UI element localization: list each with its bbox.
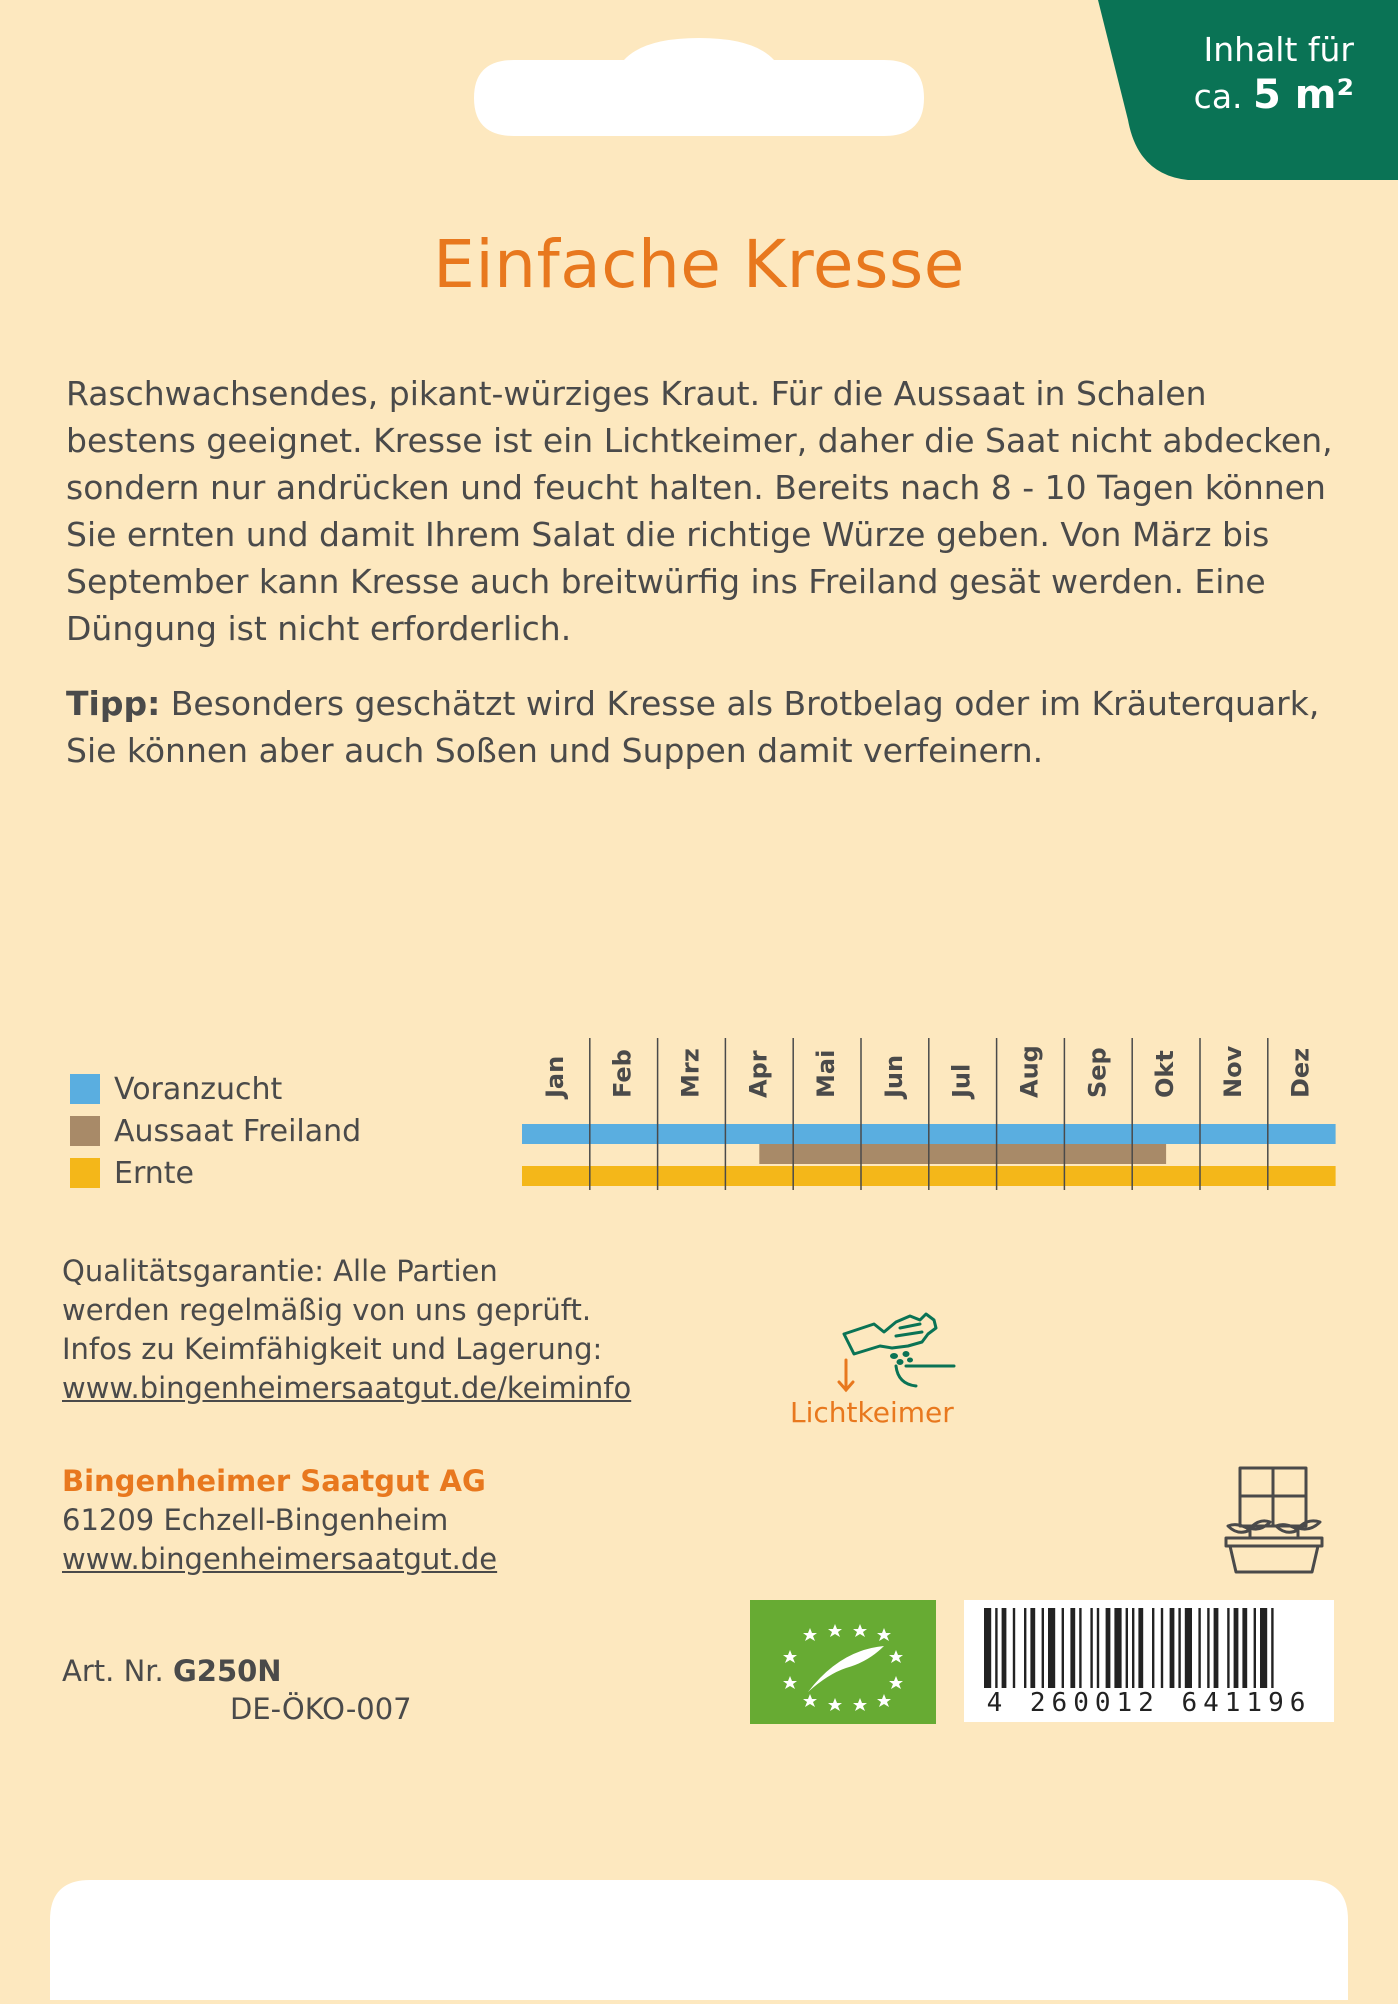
barcode-bar [1013, 1608, 1015, 1688]
barcode [964, 1600, 1334, 1722]
barcode-bar [1062, 1608, 1064, 1688]
barcode-bar [1114, 1608, 1121, 1688]
legend-swatch [70, 1158, 100, 1188]
keiminfo-link[interactable]: www.bingenheimersaatgut.de/keiminfo [62, 1371, 632, 1405]
barcode-bar [1002, 1608, 1007, 1688]
hang-hole [474, 38, 924, 136]
content-badge-text [1194, 28, 1354, 120]
month-label-aug: Aug [1015, 1045, 1044, 1098]
sowing-calendar [522, 1038, 1336, 1194]
barcode-bar [1030, 1608, 1035, 1688]
barcode-bar [1185, 1608, 1192, 1688]
barcode-bar [1042, 1608, 1044, 1688]
legend-label: Ernte [114, 1155, 194, 1191]
barcode-bar [1161, 1608, 1163, 1688]
article-number [62, 1652, 282, 1690]
barcode-bar [1138, 1608, 1143, 1688]
legend-item-voranzucht [70, 1068, 361, 1110]
barcode-bar [1170, 1608, 1175, 1688]
legend-label: Aussaat Freiland [114, 1113, 362, 1149]
barcode-bar [1227, 1608, 1229, 1688]
barcode-bar [1152, 1608, 1154, 1688]
barcode-bar [1207, 1608, 1209, 1688]
eu-organic-leaf-logo [750, 1600, 936, 1724]
product-description: Raschwachsendes, pikant-würziges Kraut. Für die Aussaat in Schalen bestens geeignet. Kresse ist ein Lichtkeimer, daher die Saat nicht abdecken, sondern nur andrücken und feucht halten. Bereits nach 8 - 10 Tagen können Sie ernten und damit Ihrem Salat die richtige Würze geben. Von März bis September kann Kresse auch breitwürfig ins Freiland gesät werden. Eine Düngung ist nicht erforderlich. [66, 374, 1333, 648]
bottom-tab [50, 1880, 1348, 2000]
legend-item-ernte [70, 1152, 361, 1194]
month-label-apr: Apr [744, 1050, 773, 1098]
info-line: werden regelmäßig von uns geprüft. [62, 1293, 592, 1327]
lichtkeimer-label: Lichtkeimer [790, 1396, 954, 1429]
calendar-legend [70, 1068, 361, 1194]
legend-label: Voranzucht [114, 1071, 283, 1107]
barcode-bar [1090, 1608, 1092, 1688]
barcode-bar [1254, 1608, 1256, 1688]
barcode-bar [995, 1608, 997, 1688]
info-line: Qualitätsgarantie: Alle Partien [62, 1254, 498, 1288]
barcode-bar [1048, 1608, 1055, 1688]
month-label-feb: Feb [608, 1049, 637, 1098]
month-label-jun: Jun [879, 1054, 908, 1098]
barcode-bar [1079, 1608, 1081, 1688]
legend-swatch [70, 1116, 100, 1146]
barcode-bar [1178, 1608, 1180, 1688]
barcode-bar [1260, 1608, 1267, 1688]
month-label-mrz: Mrz [676, 1048, 705, 1098]
badge-prefix: ca. [1193, 77, 1243, 116]
calendar-bar-aussaat-freiland [759, 1144, 1166, 1164]
article-code: G250N [172, 1654, 282, 1688]
month-label-jan: Jan [540, 1055, 569, 1098]
company-info [62, 1462, 497, 1579]
badge-value: 5 m² [1253, 72, 1354, 118]
badge-line1: Inhalt für [1203, 30, 1354, 69]
barcode-bar [1132, 1608, 1134, 1688]
legend-item-aussaat [70, 1110, 361, 1152]
barcode-bar [1214, 1608, 1219, 1688]
barcode-bar [1126, 1608, 1128, 1688]
eco-control-code: DE-ÖKO-007 [230, 1692, 412, 1726]
month-label-okt: Okt [1151, 1050, 1180, 1098]
company-address: 61209 Echzell-Bingenheim [62, 1503, 449, 1537]
barcode-number: 4 260012 641196 [986, 1688, 1312, 1718]
company-website-link[interactable]: www.bingenheimersaatgut.de [62, 1542, 498, 1576]
barcode-bar [1234, 1608, 1239, 1688]
month-label-dez: Dez [1286, 1047, 1315, 1098]
barcode-bar [1271, 1608, 1273, 1688]
month-label-mai: Mai [812, 1049, 841, 1098]
barcode-bar [1070, 1608, 1075, 1688]
month-label-nov: Nov [1218, 1045, 1247, 1098]
tip-label: Tipp: [66, 684, 161, 723]
product-title: Einfache Kresse [433, 226, 965, 303]
legend-swatch [70, 1074, 100, 1104]
month-label-jul: Jul [947, 1063, 976, 1098]
tip-paragraph [66, 680, 1336, 774]
calendar-chart [522, 1038, 1336, 1190]
barcode-bar [1198, 1608, 1200, 1688]
company-name: Bingenheimer Saatgut AG [62, 1464, 486, 1498]
month-label-sep: Sep [1083, 1047, 1112, 1098]
article-label: Art. Nr. [62, 1654, 164, 1688]
badge-line2 [1194, 72, 1354, 120]
barcode-bar [984, 1608, 991, 1688]
hand-sowing-icon [836, 1294, 956, 1398]
barcode-bar [1024, 1608, 1026, 1688]
barcode-bar [1242, 1608, 1247, 1688]
windowsill-plants-icon [1222, 1466, 1326, 1580]
quality-info [62, 1252, 631, 1408]
info-line: Infos zu Keimfähigkeit und Lagerung: [62, 1332, 603, 1366]
barcode-bar [1106, 1608, 1111, 1688]
tip-text: Besonders geschätzt wird Kresse als Brotbelag oder im Kräuterquark, Sie können aber auch Soßen und Suppen damit verfeinern. [66, 684, 1320, 770]
barcode-bar [1097, 1608, 1099, 1688]
